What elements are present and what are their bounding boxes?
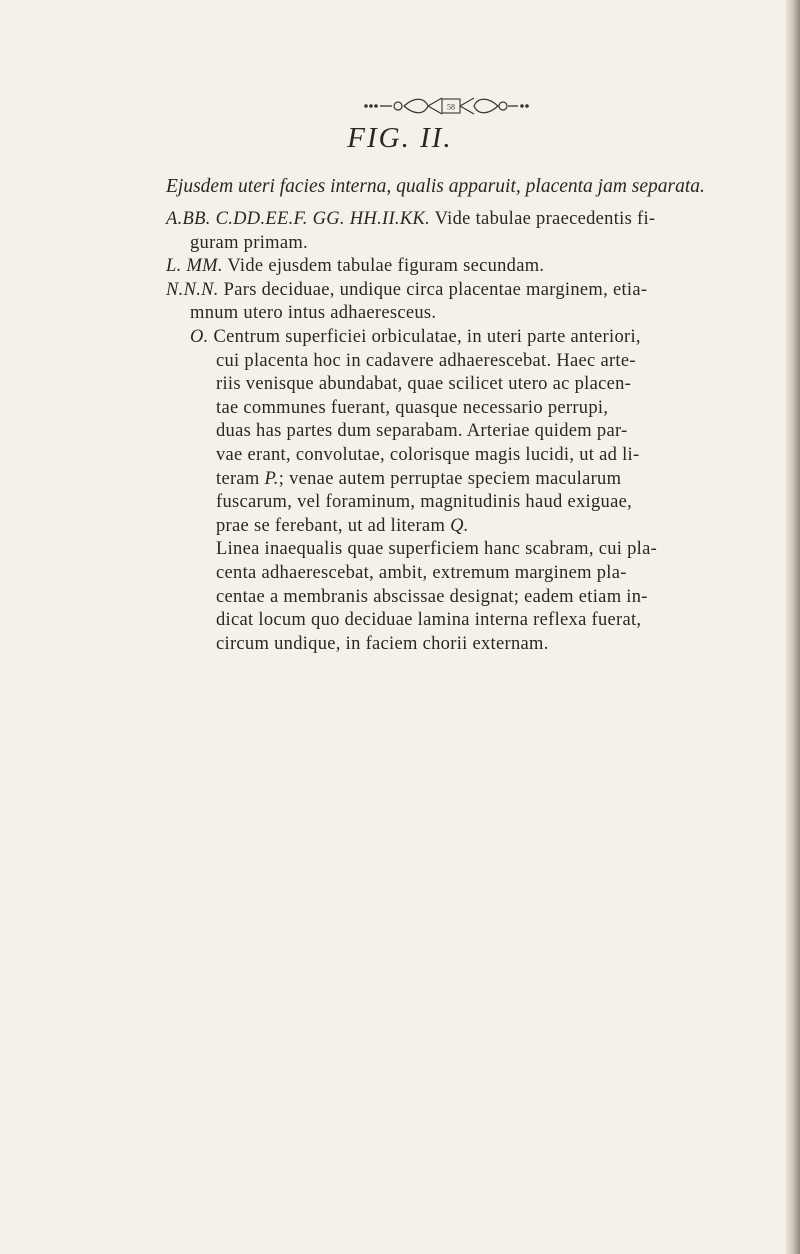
entry-text: Pars deciduae, undique circa placentae marginem, etia-: [218, 279, 648, 300]
entry-text: duas has partes dum separabam. Arteriae quidem par-: [216, 421, 628, 442]
entry-key: A.BB. C.DD.EE.F. GG. HH.II.KK.: [166, 209, 431, 229]
entry-linea-line-4: [166, 609, 766, 633]
entry-linea-line-5: [166, 633, 766, 657]
entry-key: O.: [190, 326, 209, 347]
entry-text: cui placenta hoc in cadavere adhaerescebat. Haec arte-: [216, 350, 636, 371]
entry-text: guram primam.: [190, 232, 308, 253]
entry-o-line-8: [166, 491, 766, 515]
entry-o-line-5: [166, 420, 766, 444]
entry-o-line-3: [166, 373, 766, 397]
entry-nnn-line-1: [166, 279, 766, 303]
entry-text: vae erant, convolutae, colorisque magis lucidi, ut ad li-: [216, 444, 640, 465]
entry-key: L. MM.: [166, 256, 223, 277]
entry-o-line-7: [166, 468, 766, 492]
entry-abcdefghik-line-2: [166, 232, 766, 256]
entry-text: centa adhaerescebat, ambit, extremum marginem pla-: [216, 562, 627, 583]
italic-comma: ,: [335, 633, 341, 654]
entry-text: Vide tabulae praecedentis fi-: [430, 209, 656, 229]
ornament-page-number: 58: [447, 102, 455, 112]
figure-title: FIG. II.: [347, 122, 453, 154]
entry-linea-line-3: [166, 586, 766, 610]
entry-text: Linea inaequalis quae superficiem hanc scabram, cui pla-: [216, 539, 658, 560]
entry-text: Vide ejusdem tabulae figuram secundam.: [222, 256, 545, 277]
entry-o-line-4: [166, 397, 766, 421]
entry-text: ; venae autem perruptae speciem macularum: [278, 468, 622, 489]
entry-text: fuscarum, vel foraminum, magnitudinis haud exiguae,: [216, 492, 633, 513]
legend-text: [166, 208, 766, 656]
entry-text: centae a membranis abscissae designat; eadem etiam in-: [216, 586, 648, 607]
entry-text: circum undique: [216, 633, 336, 654]
entry-text: Centrum superficiei orbiculatae, in uteri parte anteriori,: [208, 326, 641, 347]
entry-text: dicat locum quo deciduae lamina interna reflexa fuerat,: [216, 610, 642, 631]
entry-text: prae se ferebant, ut ad literam: [216, 515, 451, 536]
decorative-ornament: [362, 94, 532, 118]
entry-linea-line-2: [166, 562, 766, 586]
entry-o-line-9: [166, 515, 766, 539]
entry-text: teram: [216, 468, 265, 489]
page-edge-shadow: [786, 0, 800, 1254]
letter-reference-q: Q.: [450, 515, 469, 536]
entry-linea-line-1: [166, 538, 766, 562]
entry-text: tae communes fuerant, quasque necessario perrupi,: [216, 397, 609, 418]
entry-lm-line-1: [166, 255, 766, 279]
entry-o-line-2: [166, 350, 766, 374]
entry-text: riis venisque abundabat, quae scilicet utero ac placen-: [216, 374, 632, 395]
letter-reference-p: P.: [264, 468, 279, 489]
entry-abcdefghik-line-1: [166, 208, 766, 232]
entry-key: N.N.N.: [166, 279, 219, 300]
entry-o-line-1: [166, 326, 766, 350]
entry-text: in faciem chorii externam.: [340, 633, 549, 654]
entry-nnn-line-2: [166, 302, 766, 326]
figure-subtitle: Ejusdem uteri facies interna, qualis apparuit, placenta jam separata.: [166, 176, 705, 197]
entry-text: mnum utero intus adhaeresceus.: [190, 303, 437, 324]
entry-o-line-6: [166, 444, 766, 468]
